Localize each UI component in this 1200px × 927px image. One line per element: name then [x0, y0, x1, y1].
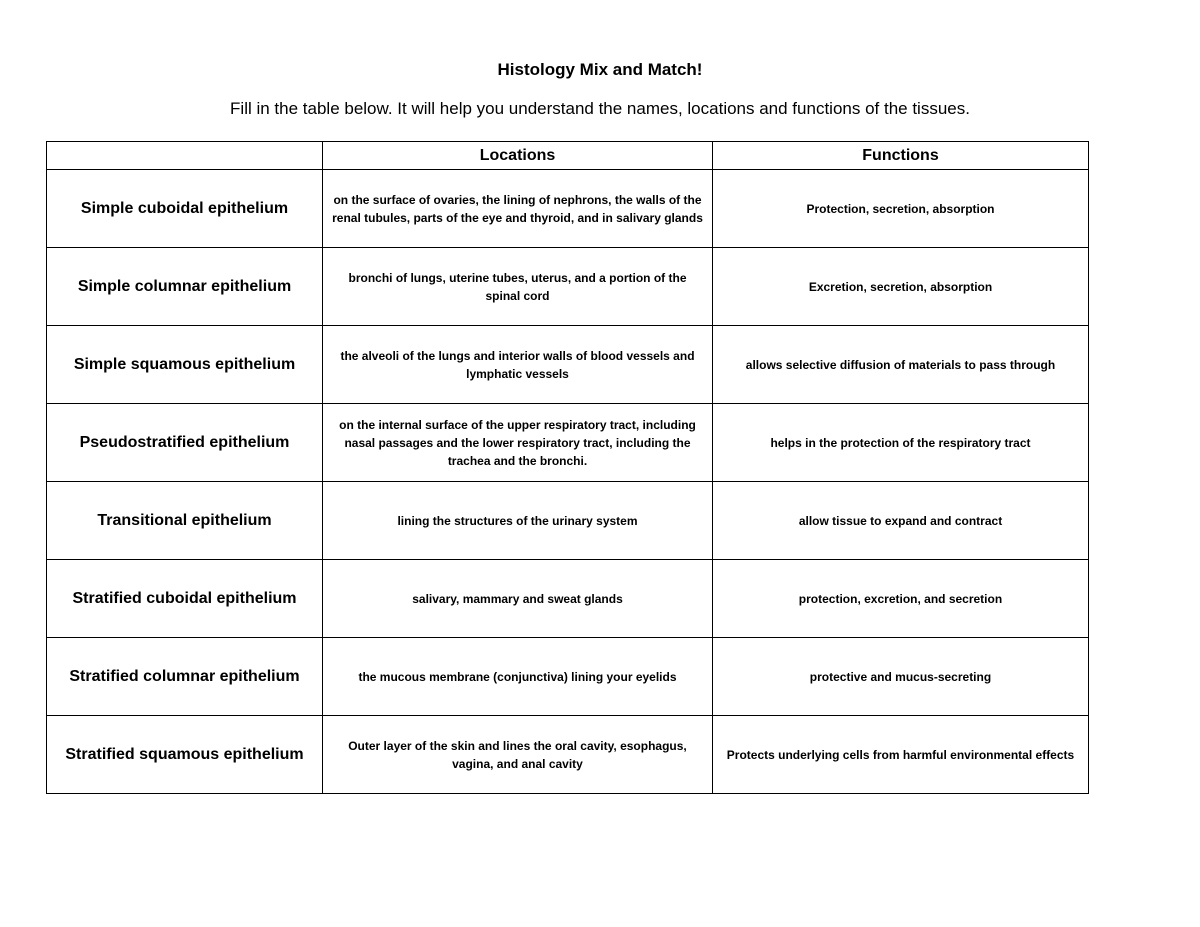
location-cell: on the surface of ovaries, the lining of nephrons, the walls of the renal tubules, parts of the eye and thyroid, and in salivary glands: [323, 170, 713, 248]
tissue-name-cell: Simple columnar epithelium: [47, 248, 323, 326]
location-cell: salivary, mammary and sweat glands: [323, 560, 713, 638]
function-cell: protective and mucus-secreting: [713, 638, 1089, 716]
location-cell: Outer layer of the skin and lines the oral cavity, esophagus, vagina, and anal cavity: [323, 716, 713, 794]
location-cell: lining the structures of the urinary system: [323, 482, 713, 560]
header-functions: Functions: [713, 142, 1089, 170]
header-locations: Locations: [323, 142, 713, 170]
tissue-name-cell: Transitional epithelium: [47, 482, 323, 560]
table-row: [47, 560, 1089, 638]
page-instructions: Fill in the table below. It will help you understand the names, locations and functions of the tissues.: [230, 99, 970, 118]
location-cell: on the internal surface of the upper respiratory tract, including nasal passages and the lower respiratory tract, including the trachea and the bronchi.: [323, 404, 713, 482]
table-row: [47, 248, 1089, 326]
tissue-name-cell: Stratified cuboidal epithelium: [47, 560, 323, 638]
page-title: Histology Mix and Match!: [497, 60, 703, 79]
header-tissue: [47, 142, 323, 170]
location-cell: the alveoli of the lungs and interior walls of blood vessels and lymphatic vessels: [323, 326, 713, 404]
tissue-name-cell: Stratified columnar epithelium: [47, 638, 323, 716]
tissue-name-cell: Simple squamous epithelium: [47, 326, 323, 404]
function-cell: Protects underlying cells from harmful environmental effects: [713, 716, 1089, 794]
table-row: [47, 716, 1089, 794]
table-header-row: [47, 142, 1089, 170]
function-cell: allow tissue to expand and contract: [713, 482, 1089, 560]
tissue-name-cell: Stratified squamous epithelium: [47, 716, 323, 794]
function-cell: Protection, secretion, absorption: [713, 170, 1089, 248]
function-cell: helps in the protection of the respiratory tract: [713, 404, 1089, 482]
table-row: [47, 404, 1089, 482]
location-cell: bronchi of lungs, uterine tubes, uterus, and a portion of the spinal cord: [323, 248, 713, 326]
table-row: [47, 170, 1089, 248]
table-row: [47, 482, 1089, 560]
function-cell: allows selective diffusion of materials to pass through: [713, 326, 1089, 404]
tissue-name-cell: Pseudostratified epithelium: [47, 404, 323, 482]
function-cell: protection, excretion, and secretion: [713, 560, 1089, 638]
function-cell: Excretion, secretion, absorption: [713, 248, 1089, 326]
tissue-name-cell: Simple cuboidal epithelium: [47, 170, 323, 248]
histology-table: [46, 141, 1089, 794]
location-cell: the mucous membrane (conjunctiva) lining your eyelids: [323, 638, 713, 716]
table-row: [47, 638, 1089, 716]
table-row: [47, 326, 1089, 404]
